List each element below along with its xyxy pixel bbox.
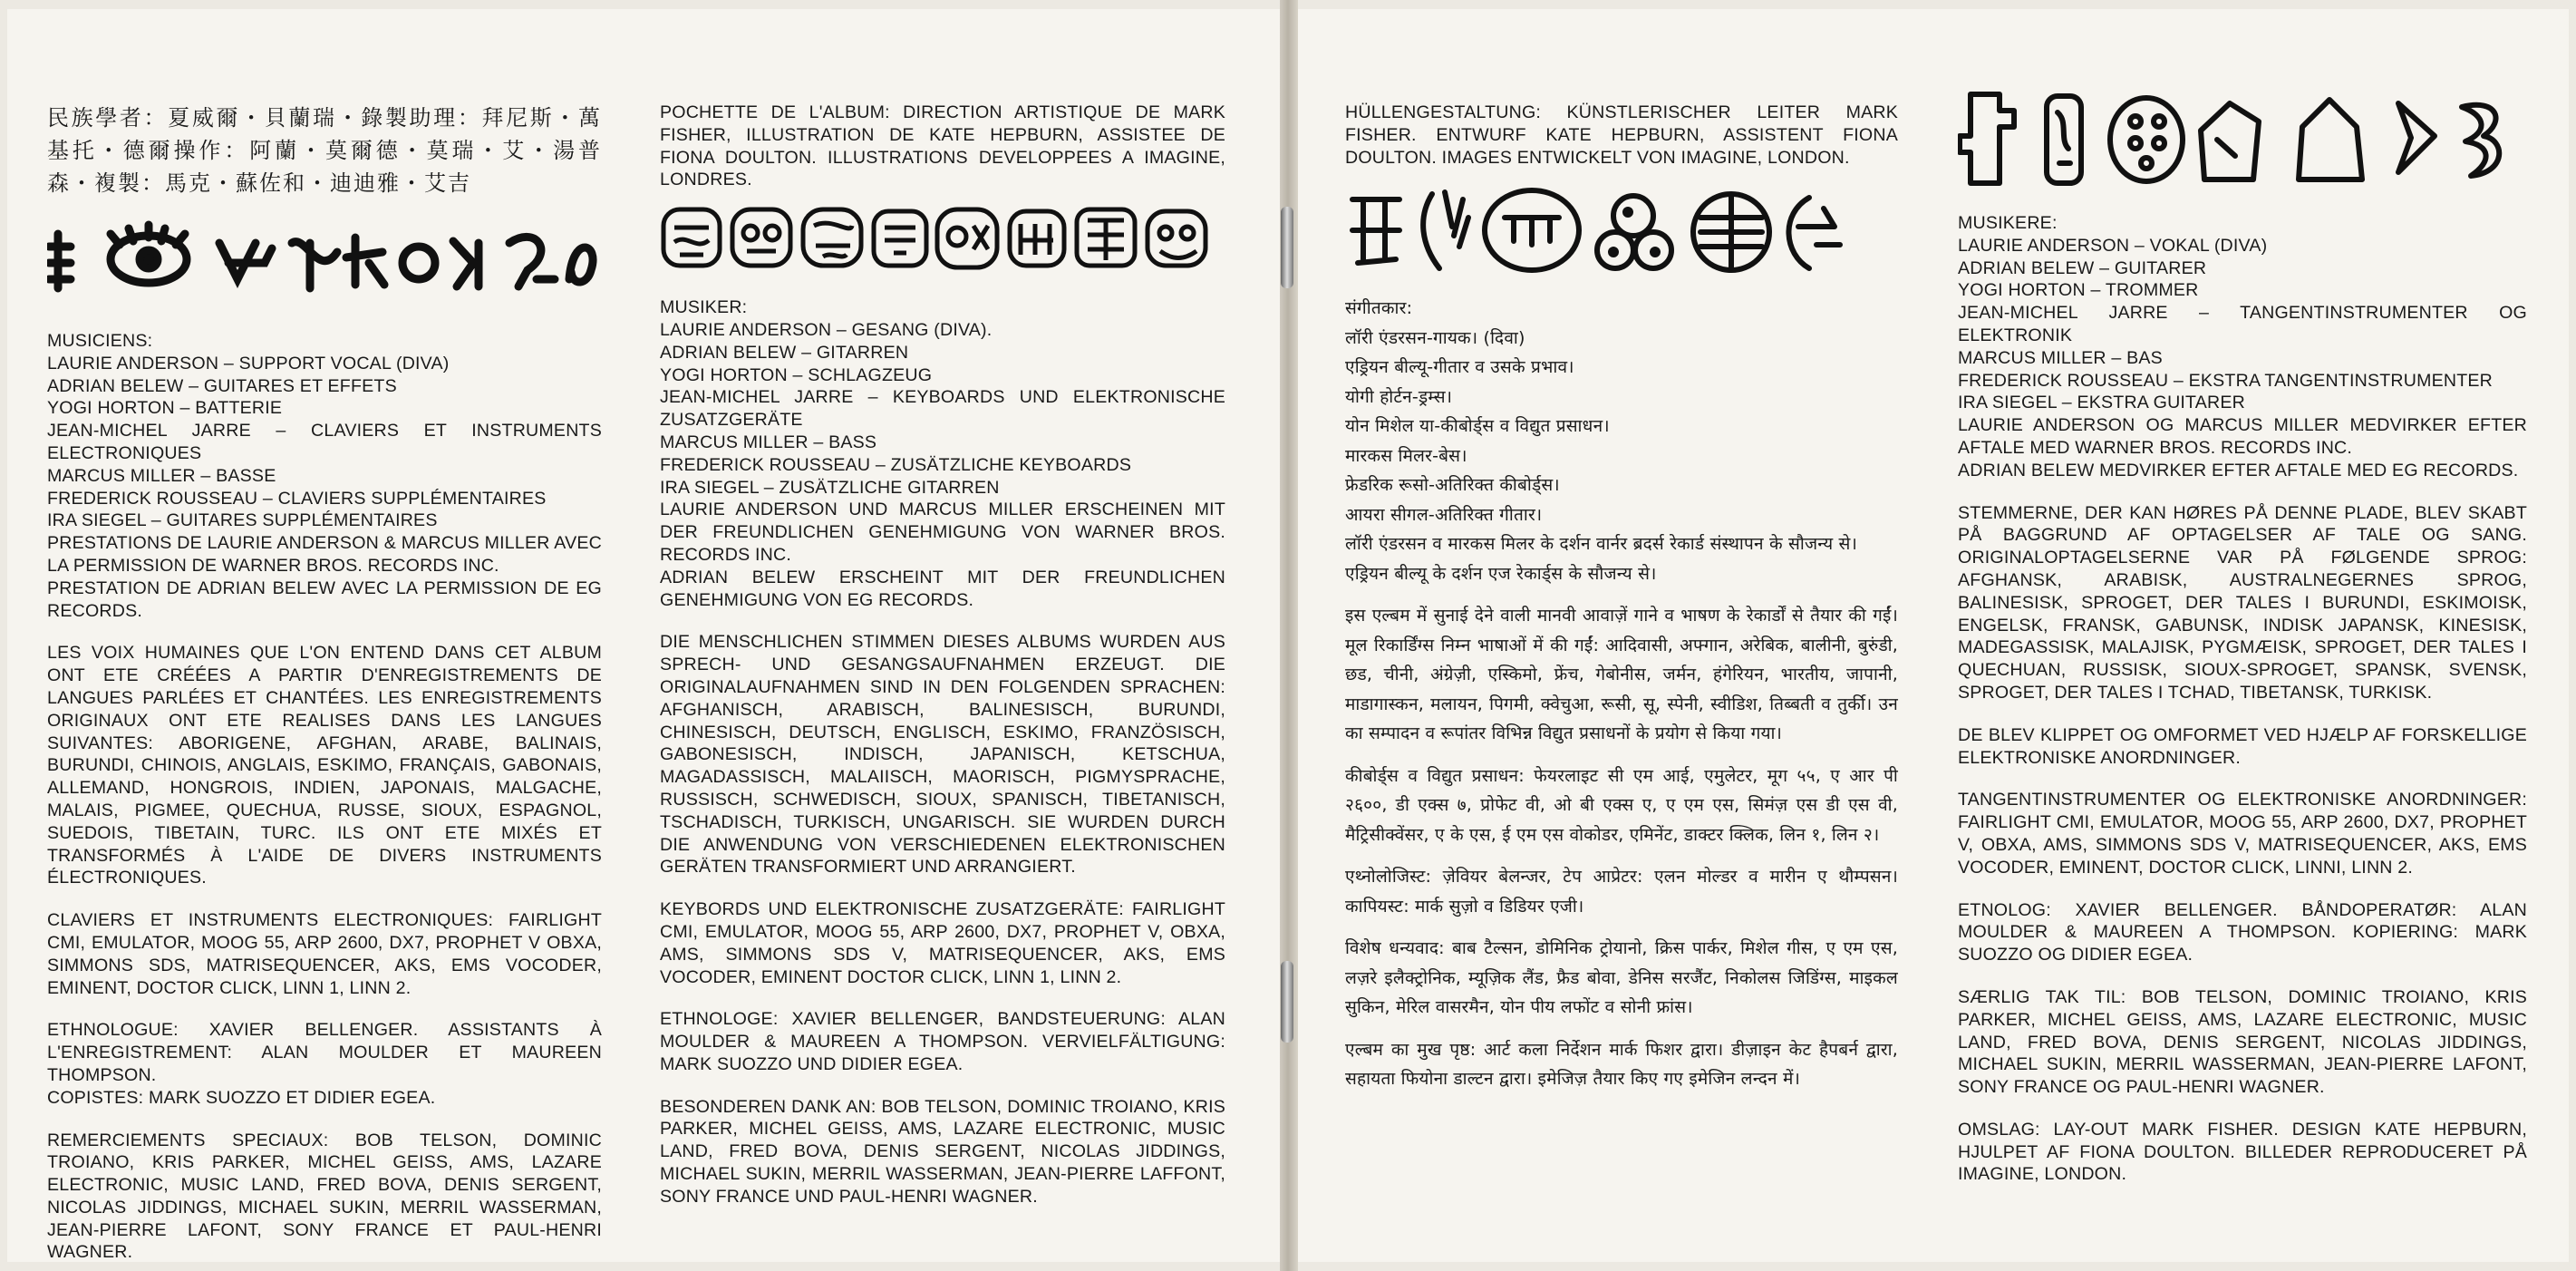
hindi-voices: इस एल्बम में सुनाई देने वाली मानवी आवाज़ें गाने व भाषण के रेकार्डों से तैयार की गईं। मूल रिकार्डिंग्स निम्न भाषाओं में की गईं: आदिवासी, अफ्गान, अरेबिक, बालीनी, बुरुंडी, छड, चीनी, अंग्रेज़ी, एस्किमो, फ्रेंच, गेबोनीस, जर्मन, हंगेरियन, भारतीय, जापानी, माडागास्कन, मलायन, पिगमी, क्वेचुआ, रूसी, सू, स्पेनी, स्वीडिश, तिब्बती व तुर्की। उन का सम्पादन व रूपांतर विभिन्न विद्युत प्रसाधनों के प्रयोग से किया गया। [1345, 606, 1898, 744]
musician-line: YOGI HORTON – BATTERIE [47, 398, 283, 419]
musician-line: योगी होर्टन-ड्रम्स। [1345, 386, 1453, 407]
musician-line: JEAN-MICHEL JARRE – TANGENTINSTRUMENTER OG ELEKTRONIK [1958, 303, 2527, 345]
hindi-thanks: विशेष धन्यवाद: बाब टैल्सन, डोमिनिक ट्रोयानो, क्रिस पार्कर, मिशेल गीस, ए एम एस, लज़रे इलैक्ट्रोनिक, म्यूज़िक लैंड, फ्रैड बोवा, डेनिस सरजैंट, निकोलस जिडिंग्स, माइकल सुकिन, मेरिल वासरमैन, योन पीय लफोंट व सोनी फ्रांस। [1345, 938, 1898, 1018]
musician-line: LAURIE ANDERSON – GESANG (DIVA). [660, 319, 993, 340]
permission-line: LAURIE ANDERSON OG MARCUS MILLER MEDVIRKER EFTER AFTALE MED WARNER BROS. RECORDS INC. [1958, 415, 2527, 458]
musicians-heading: MUSICIENS: [47, 331, 153, 351]
danish-thanks: SÆRLIG TAK TIL: BOB TELSON, DOMINIC TROIANO, KRIS PARKER, MICHEL GEISS, AMS, LAZARE ELECTRONIC, MUSIC LAND, FRED BOVA, DENIS SERGENT, NICOLAS JIDDINGS, MICHAEL SUKIN, MERRIL WASSERMAN, JEAN-PIERRE LAFONT, SONY FRANCE OG PAUL-HENRI WAGNER. [1958, 986, 2527, 1098]
musician-line: लॉरी एंडरसन-गायक। (दिवा) [1345, 327, 1525, 348]
musician-line: ADRIAN BELEW – GUITARER [1958, 257, 2207, 278]
hindi-text [1345, 294, 1898, 1094]
musician-line: JEAN-MICHEL JARRE – CLAVIERS ET INSTRUMENTS ELECTRONIQUES [47, 421, 602, 463]
danish-edited: DE BLEV KLIPPET OG OMFORMET VED HJÆLP AF FORSKELLIGE ELEKTRONISKE ANORDNINGER. [1958, 724, 2527, 768]
german-huellen: HÜLLENGESTALTUNG: KÜNSTLERISCHER LEITER MARK FISHER. ENTWURF KATE HEPBURN, ASSISTENT FIONA DOULTON. IMAGES ENTWICKELT VON IMAGINE, LONDON. [1345, 102, 1898, 168]
musician-line: FREDERICK ROUSSEAU – CLAVIERS SUPPLÉMENTAIRES [47, 488, 547, 509]
german-thanks: BESONDEREN DANK AN: BOB TELSON, DOMINIC TROIANO, KRIS PARKER, MICHEL GEISS, AMS, LAZARE ELECTRONIC, MUSIC LAND, FRED BOVA, DENIS SERGENT, NICOLAS JIDDINGS, MICHAEL SUKIN, MERRIL WASSERMAN, JEAN-PIERRE LAFFONT, SONY FRANCE UND PAUL-HENRI WAGNER. [660, 1096, 1225, 1207]
musicians-heading: संगीतकार: [1345, 298, 1413, 319]
musician-line: मारकस मिलर-बेस। [1345, 445, 1467, 466]
musician-line: JEAN-MICHEL JARRE – KEYBOARDS UND ELEKTRONISCHE ZUSATZGERÄTE [660, 387, 1225, 431]
permission-line: ADRIAN BELEW ERSCHEINT MIT DER FREUNDLICHEN GENEHMIGUNG VON EG RECORDS. [660, 567, 1225, 610]
german-ethnologe: ETHNOLOGE: XAVIER BELLENGER, BANDSTEUERUNG: ALAN MOULDER & MAUREEN A THOMPSON. VERVIELFÄLTIGUNG: MARK SUOZZO UND DIDIER EGEA. [660, 1009, 1225, 1074]
musician-line: LAURIE ANDERSON – VOKAL (DIVA) [1958, 235, 2268, 256]
musician-line: एड्रियन बील्यू-गीतार व उसके प्रभाव। [1345, 357, 1574, 378]
musicians-heading: MUSIKER: [660, 297, 748, 318]
french-pochette: POCHETTE DE L'ALBUM: DIRECTION ARTISTIQUE DE MARK FISHER, ILLUSTRATION DE KATE HEPBURN, ASSISTEE DE FIONA DOULTON. ILLUSTRATIONS DEVELOPPEES A IMAGINE, LONDRES. [660, 102, 1225, 190]
german-voices: DIE MENSCHLICHEN STIMMEN DIESES ALBUMS WURDEN AUS SPRECH- UND GESANGSAUFNAHMEN ERZEUGT. DIE ORIGINALAUFNAHMEN SIND IN DEN FOLGENDEN SPRACHEN: AFGHANISCH, ARABISCH, BALINESISCH, BURUNDI, CHINESISCH, DEUTSCH, ENGLISCH, ESKIMO, FRANZÖSISCH, GABONESISCH, INDISCH, JAPANISCH, KETSCHUA, MAGADASSISCH, MALAIISCH, MAORISCH, PIGMYSPRACHE, RUSSISCH, SCHWEDISCH, SIOUX, SPANISCH, TIBETANISCH, TSCHADISCH, TURKISCH, UNGARISCH. SIE WURDEN DURCH DIE ANWENDUNG VON VERSCHIEDENEN ELEKTRONISCHEN GERÄTEN TRANSFORMIERT UND ARRANGIERT. [660, 632, 1225, 878]
permission-line: लॉरी एंडरसन व मारकस मिलर के दर्शन वार्नर ब्रदर्स रेकार्ड संस्थापन के सौजन्य से। [1345, 534, 1857, 555]
permission-line: LAURIE ANDERSON UND MARCUS MILLER ERSCHEINEN MIT DER FREUNDLICHEN GENEHMIGUNG VON WARNER BROS. RECORDS INC. [660, 500, 1225, 565]
french-ethnologue [47, 1019, 602, 1109]
hindi-musicians [1345, 294, 1898, 588]
staple-bottom [1281, 961, 1293, 1043]
musician-line: आयरा सीगल-अतिरिक्त गीतार। [1345, 504, 1543, 525]
cjk-credits: 民族學者：夏威爾・貝蘭瑞・錄製助理：拜尼斯・萬基托・德爾操作：阿蘭・莫爾德・莫瑞・艾・湯普森・複製：馬克・蘇佐和・迪迪雅・艾吉 [47, 105, 602, 196]
danish-musicians [1958, 212, 2527, 482]
german-musicians [660, 296, 1225, 611]
danish-column [1958, 85, 2527, 1206]
french-thanks: REMERCIEMENTS SPECIAUX: BOB TELSON, DOMINIC TROIANO, KRIS PARKER, MICHEL GEISS, AMS, LAZARE ELECTRONIC, MUSIC LAND, FRED BOVA, DENIS SERGENT, NICOLAS JIDDINGS, MICHAEL SUKIN, MERRIL WASSERMAN, JEAN-PIERRE LAFONT, SONY FRANCE ET PAUL-HENRI WAGNER. [47, 1130, 602, 1262]
glyph-row-hindi [1345, 181, 1898, 281]
french-column [47, 102, 602, 1262]
musician-line: MARCUS MILLER – BASSE [47, 465, 276, 486]
german-keyboards: KEYBORDS UND ELEKTRONISCHE ZUSATZGERÄTE: FAIRLIGHT CMI, EMULATOR, MOOG 55, ARP 2600, DX7, PROPHET V, OBXA, AMS, SIMMONS SDS V, MATRISEQUENCER, AKS, EMS VOCODER, EMINENT DOCTOR CLICK, LINN 1, LINN 2. [660, 899, 1225, 987]
permission-line: ADRIAN BELEW MEDVIRKER EFTER AFTALE MED EG RECORDS. [1958, 460, 2519, 480]
permission-line: PRESTATIONS DE LAURIE ANDERSON & MARCUS MILLER AVEC LA PERMISSION DE WARNER BROS. RECORDS INC. [47, 533, 602, 576]
musicians-heading: MUSIKERE: [1958, 213, 2058, 233]
musician-line: YOGI HORTON – TROMMER [1958, 280, 2199, 301]
french-keyboards: CLAVIERS ET INSTRUMENTS ELECTRONIQUES: FAIRLIGHT CMI, EMULATOR, MOOG 55, ARP 2600, DX7, PROPHET V OBXA, SIMMONS SDS, MATRISEQUENCER, AKS, EMS VOCODER, EMINENT, DOCTOR CLICK, LINN 1, LINN 2. [47, 910, 602, 998]
hindi-ethnologist: एथ्नोलोजिस्ट: ज़ेवियर बेलन्जर, टेप आप्रेटर: एलन मोल्डर व मारीन ए थौम्पसन। कापियस्ट: मार्क सुज़ो व डिडियर एजी। [1345, 867, 1898, 917]
glyph-row-french [47, 216, 602, 303]
copistes-line: COPISTES: MARK SUOZZO ET DIDIER EGEA. [47, 1087, 436, 1108]
ethnologue-line: ETHNOLOGUE: XAVIER BELLENGER. ASSISTANTS À L'ENREGISTREMENT: ALAN MOULDER ET MAUREEN THOMPSON. [47, 1020, 602, 1085]
permission-line: PRESTATION DE ADRIAN BELEW AVEC LA PERMISSION DE EG RECORDS. [47, 577, 602, 621]
musician-line: फ्रेडरिक रूसो-अतिरिक्त कीबोर्ड्स। [1345, 475, 1560, 496]
hindi-keyboards: कीबोर्ड्स व विद्युत प्रसाधन: फेयरलाइट सी एम आई, एमुलेटर, मूग ५५, ए आर पी २६००, डी एक्स ७, प्रोफेट वी, ओ बी एक्स ए, ए एम एस, सिमंज़ एस डी एस वी, मैट्रिसीक्वेंसर, ए के एस, ई एम एस वोकोडर, एमिनेंट, डाक्टर क्लिक, लिन १, लिन २। [1345, 765, 1898, 845]
musician-line: ADRIAN BELEW – GITARREN [660, 342, 909, 363]
hindi-cover: एल्बम का मुख पृष्ठ: आर्ट कला निर्देशन मार्क फिशर द्वारा। डीज़ाइन केट हैपबर्न द्वारा, सहायता फियोना डाल्टन द्वारा। इमेजिज़ तैयार किए गए इमेजिन लन्दन में। [1345, 1039, 1898, 1090]
musician-line: FREDERICK ROUSSEAU – ZUSÄTZLICHE KEYBOARDS [660, 454, 1132, 475]
french-voices: LES VOIX HUMAINES QUE L'ON ENTEND DANS CET ALBUM ONT ETE CRÉÉES A PARTIR D'ENREGISTREMENTS DE LANGUES PARLÉES ET CHANTÉES. LES ENREGISTREMENTS ORIGINAUX ONT ETE REALISES DANS LES LANGUES SUIVANTES: ABORIGENE, AFGHAN, ARABE, BALINAIS, BURUNDI, CHINOIS, ANGLAIS, ESKIMO, FRANÇAIS, GABONAIS, ALLEMAND, HONGROIS, INDIEN, JAPONAIS, MALGACHE, MALAIS, PIGMEE, QUECHUA, RUSSE, SIOUX, ESPAGNOL, SUEDOIS, TIBETAIN, TURC. ILS ONT ETE MIXÉS ET TRANSFORMÉS À L'AIDE DE DIVERS INSTRUMENTS ÉLECTRONIQUES. [47, 643, 602, 888]
left-page [7, 9, 1280, 1262]
musician-line: IRA SIEGEL – EKSTRA GUITARER [1958, 393, 2246, 413]
musician-line: FREDERICK ROUSSEAU – EKSTRA TANGENTINSTRUMENTER [1958, 370, 2494, 391]
permission-line: एड्रियन बील्यू के दर्शन एज रेकार्ड्स के सौजन्य से। [1345, 563, 1657, 584]
danish-keyboards: TANGENTINSTRUMENTER OG ELEKTRONISKE ANORDNINGER: FAIRLIGHT CMI, EMULATOR, MOOG 55, ARP 2600, DX7, PROPHET V, OBXA, AMS, SIMMONS SDS V, MATRISEQUENCER, AKS, EMS VOCODER, EMINENT, DOCTOR CLICK, LINNI, LINN 2. [1958, 790, 2527, 878]
musician-line: MARCUS MILLER – BAS [1958, 347, 2163, 368]
hindi-column [1345, 102, 1898, 1114]
french-musicians [47, 330, 602, 622]
glyph-row-danish [1958, 85, 2527, 192]
booklet-spine [1280, 0, 1298, 1271]
musician-line: IRA SIEGEL – ZUSÄTZLICHE GITARREN [660, 477, 1000, 498]
danish-omslag: OMSLAG: LAY-OUT MARK FISHER. DESIGN KATE HEPBURN, HJULPET AF FIONA DOULTON. BILLEDER REPRODUCERET PÅ IMAGINE, LONDON. [1958, 1119, 2527, 1185]
musician-line: IRA SIEGEL – GUITARES SUPPLÉMENTAIRES [47, 510, 438, 531]
danish-voices: STEMMERNE, DER KAN HØRES PÅ DENNE PLADE, BLEV SKABT PÅ BAGGRUND AF OPTAGELSER AF TALE OG SANG. ORIGINALOPTAGELSERNE VAR PÅ FØLGENDE SPROG: AFGHANSK, ARABISK, AUSTRALNEGERNES SPROG, BALINESISK, SPROGET, DER TALES I BURUNDI, ESKIMOISK, ENGELSK, FRANSK, GABUNSK, INDISK JAPANSK, KINESISK, MADEGASSISK, MALAJISK, PYGMÆISK, SPROGET, DER TALES I QUECHUAN, RUSSISK, SIOUX-SPROGET, SPANSK, SVENSK, SPROGET, DER TALES I TCHAD, TIBETANSK, TURKISK. [1958, 502, 2527, 703]
musician-line: योन मिशेल या-कीबोर्ड्स व विद्युत प्रसाधन। [1345, 416, 1610, 437]
musician-line: MARCUS MILLER – BASS [660, 432, 877, 452]
glyph-row-german [660, 200, 1225, 278]
danish-etnolog: ETNOLOG: XAVIER BELLENGER. BÅNDOPERATØR: ALAN MOULDER & MAUREEN A THOMPSON. KOPIERING: MARK SUOZZO OG DIDIER EGEA. [1958, 899, 2527, 965]
german-column [660, 102, 1225, 1228]
musician-line: LAURIE ANDERSON – SUPPORT VOCAL (DIVA) [47, 353, 450, 374]
staple-top [1281, 207, 1293, 288]
musician-line: YOGI HORTON – SCHLAGZEUG [660, 364, 933, 385]
musician-line: ADRIAN BELEW – GUITARES ET EFFETS [47, 375, 397, 396]
right-page [1298, 9, 2569, 1262]
